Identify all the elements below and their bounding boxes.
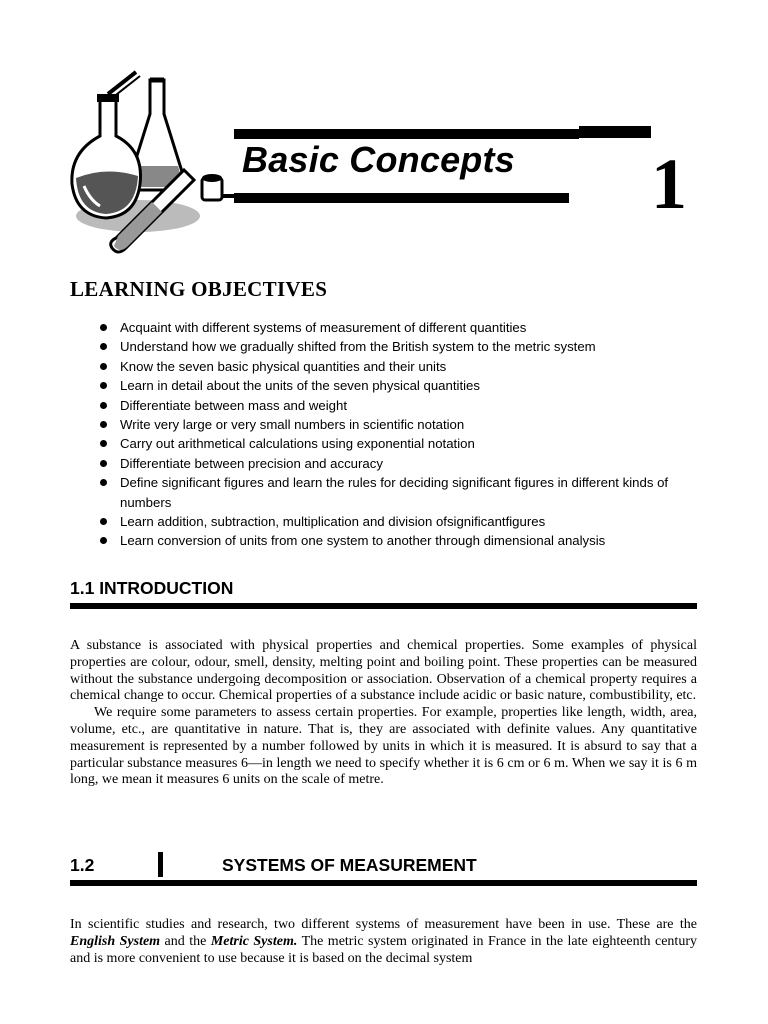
systems-paragraph [70,917,697,965]
objective-item: Differentiate between mass and weight [98,396,698,415]
objective-item: Acquaint with different systems of measurement of different quantities [98,318,698,337]
section-heading-systems: SYSTEMS OF MEASUREMENT [222,855,477,875]
systems-text: and the [160,933,211,949]
section-rule [70,603,697,609]
chemistry-glassware-icon [66,66,246,256]
section-rule [70,880,697,886]
learning-objectives-list [98,318,698,551]
english-system-term: English System [70,933,161,949]
introduction-paragraph-2: We require some parameters to assess certain properties. For example, properties like length, width, area, volume, etc., are quantitative in nature. That is, they are associated with definite values. Any quantitative measurement is represented by a number followed by units in which it is measured. It is absurd to say that a particular substance measures 6—in length we need to specify whether it is 6 cm or 6 m. When we say it is 6 m long, we mean it measures 6 units on the scale of metre. [70,705,697,788]
systems-body [70,917,697,965]
objective-item: Learn addition, subtraction, multiplication and division ofsignificantfigures [98,512,698,531]
introduction-body [70,638,697,789]
systems-text: In scientific studies and research, two different systems of measurement have been in use. These are the [70,917,697,932]
objective-item: Learn conversion of units from one system to another through dimensional analysis [98,531,698,550]
objective-item: Know the seven basic physical quantities and their units [98,357,698,376]
objective-item: Define significant figures and learn the rules for deciding significant figures in different kinds of numbers [98,473,698,512]
systems-text: The metric system originated in France in the late eighteenth century and is more convenient to use because it is based on the decimal system [70,933,697,965]
objective-item: Write very large or very small numbers in scientific notation [98,415,698,434]
chapter-number: 1 [651,144,687,224]
metric-system-term: Metric System. [210,933,298,949]
introduction-paragraph-1: A substance is associated with physical properties and chemical properties. Some examples of physical properties are colour, odour, smell, density, melting point and boiling point. These properties can be measured without the substance undergoing decomposition or association. Observation of a chemical property requires a chemical change to occur. Chemical properties of a substance include acidic or basic nature, combustibility, etc. [70,638,697,704]
section-divider-bar [158,852,163,877]
objective-item: Carry out arithmetical calculations using exponential notation [98,434,698,453]
learning-objectives-heading: LEARNING OBJECTIVES [70,277,328,301]
chapter-title: Basic Concepts [242,139,515,180]
header-rule-bottom [234,193,569,203]
objective-item: Differentiate between precision and accuracy [98,454,698,473]
section-heading-introduction: 1.1 INTRODUCTION [70,578,234,598]
header-rule-top [234,129,579,139]
objective-item: Understand how we gradually shifted from the British system to the metric system [98,337,698,356]
objective-item: Learn in detail about the units of the seven physical quantities [98,376,698,395]
header-rule-top-right [579,126,651,138]
section-number: 1.2 [70,855,95,875]
